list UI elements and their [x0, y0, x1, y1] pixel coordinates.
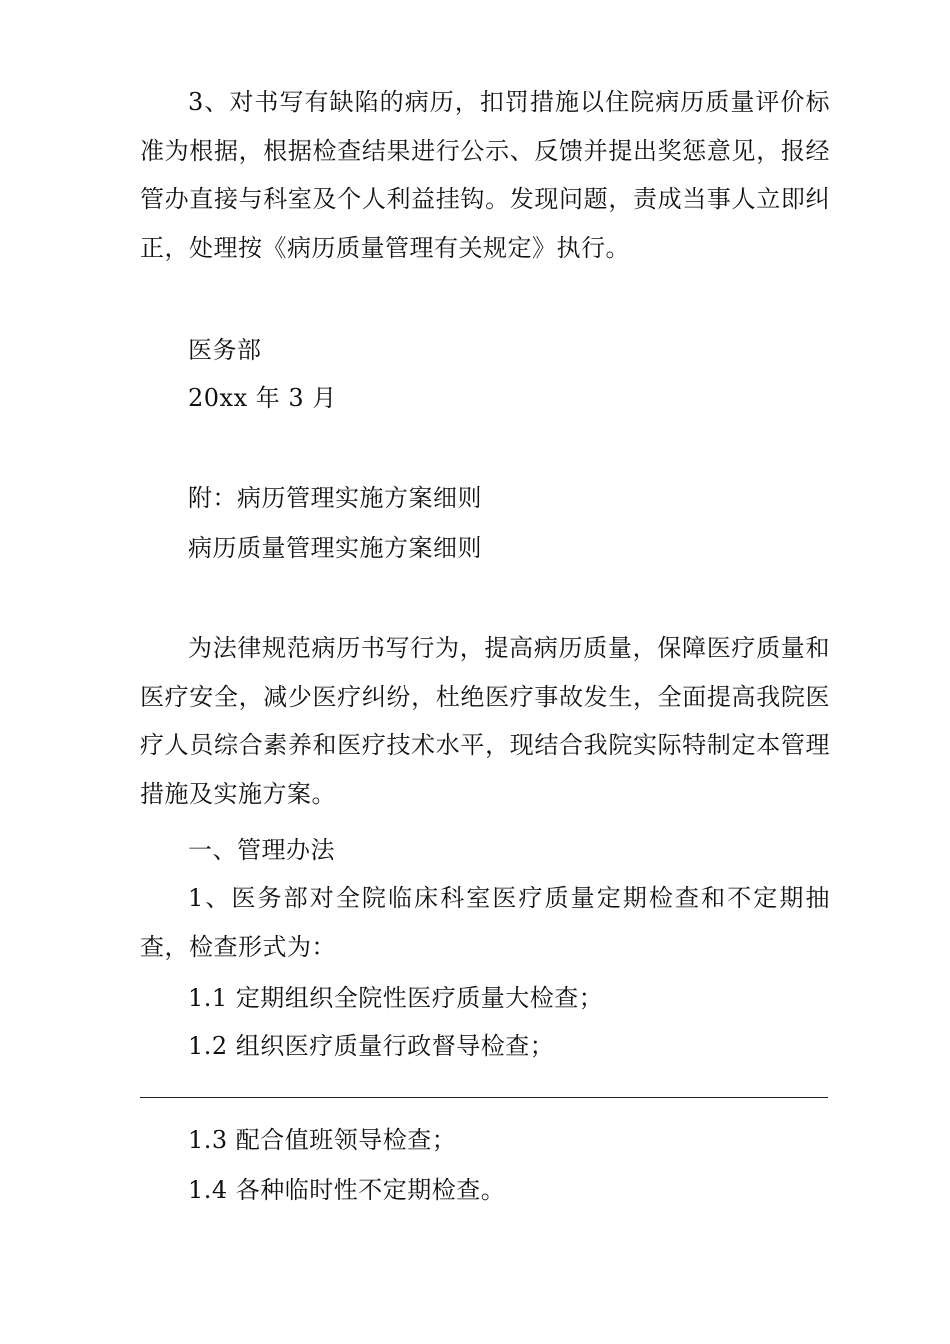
page-divider	[140, 1097, 828, 1098]
attachment-label: 附：病历管理实施方案细则	[188, 484, 482, 512]
list-item-1-1: 1.1 定期组织全院性医疗质量大检查；	[188, 984, 604, 1012]
section-heading-management: 一、管理办法	[188, 836, 335, 864]
signature-department: 医务部	[188, 336, 262, 364]
signature-date: 20xx 年 3 月	[188, 384, 337, 412]
intro-paragraph: 为法律规范病历书写行为，提高病历质量，保障医疗质量和医疗安全，减少医疗纠纷，杜绝医疗事故发生，全面提高我院医疗人员综合素养和医疗技术水平，现结合我院实际特制定本管理措施及实施方案。	[140, 634, 830, 808]
paragraph-item-3: 3、对书写有缺陷的病历，扣罚措施以住院病历质量评价标准为根据，根据检查结果进行公示、反馈并提出奖惩意见，报经管办直接与科室及个人利益挂钩。发现问题，责成当事人立即纠正，处理按《病历质量管理有关规定》执行。	[140, 88, 830, 262]
list-item-1-4: 1.4 各种临时性不定期检查。	[188, 1176, 506, 1204]
list-item-1-2: 1.2 组织医疗质量行政督导检查；	[188, 1032, 555, 1060]
attachment-title: 病历质量管理实施方案细则	[188, 534, 482, 562]
list-item-1-3: 1.3 配合值班领导检查；	[188, 1126, 457, 1154]
paragraph-item-1: 1、医务部对全院临床科室医疗质量定期检查和不定期抽查，检查形式为：	[140, 884, 830, 961]
